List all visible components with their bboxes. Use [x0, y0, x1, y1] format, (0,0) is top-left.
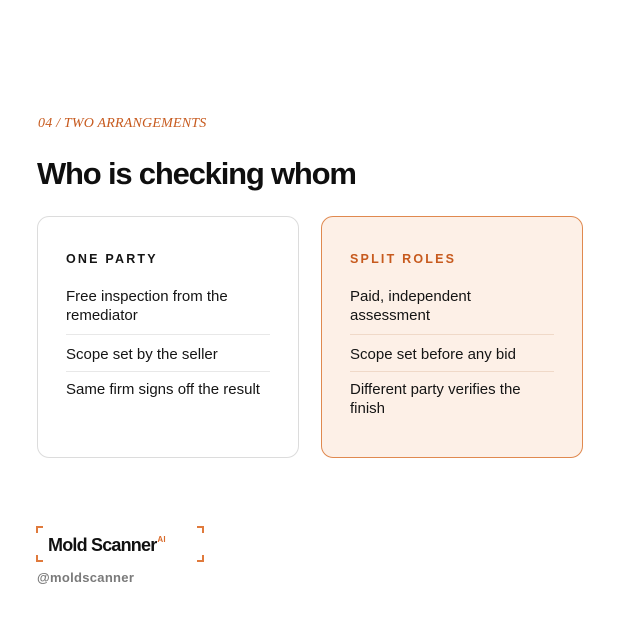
social-handle: @moldscanner: [37, 570, 135, 585]
card-item-list: [66, 287, 270, 399]
brand-name-text: Mold Scanner: [48, 535, 157, 555]
frame-corner-icon: [36, 555, 43, 562]
card-title: ONE PARTY: [66, 252, 158, 266]
list-item: Paid, independent assessment: [350, 288, 471, 324]
frame-corner-icon: [197, 555, 204, 562]
list-item: Scope set before any bid: [350, 346, 516, 363]
list-item: Same firm signs off the result: [66, 381, 260, 398]
frame-corner-icon: [36, 526, 43, 533]
card-split-roles: [321, 216, 583, 458]
brand-name: [48, 535, 166, 556]
card-one-party: [37, 216, 299, 458]
list-item: Different party verifies the finish: [350, 381, 521, 417]
card-title: SPLIT ROLES: [350, 252, 457, 266]
brand-superscript: AI: [157, 535, 166, 544]
brand-logo: [36, 526, 204, 562]
frame-corner-icon: [197, 526, 204, 533]
card-item-list: [350, 287, 554, 418]
section-eyebrow: 04 / TWO ARRANGEMENTS: [38, 116, 207, 131]
list-item: Free inspection from the remediator: [66, 288, 228, 324]
page-title: Who is checking whom: [37, 156, 356, 191]
list-item: Scope set by the seller: [66, 346, 218, 363]
